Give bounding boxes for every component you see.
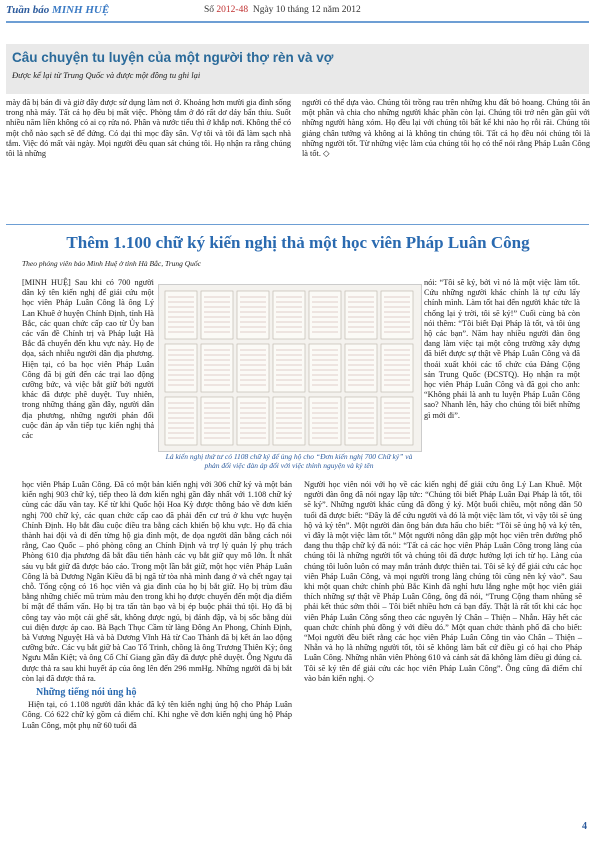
masthead-title: Tuần báo MINH HUỆ (6, 4, 110, 16)
story1-title: Câu chuyện tu luyện của một người thợ rèn và vợ (12, 50, 334, 65)
issue-number: 2012-48 (216, 5, 249, 15)
story1-column-right: người có thể dựa vào. Chúng tôi trồng rau trên những khu đất bỏ hoang. Chúng tôi ăn một phần và chia cho những người khác phần còn lại. Chúng tôi trở nên gần gũi với những người hàng xóm. Họ đều lại với chúng tôi bất kể khi nào họ rỗi rãi. Chúng tôi giảng chân tướng và không ai là không tin chúng tôi. Tất cả họ đều nói chúng tôi là những người tốt. Từ những việc làm của chúng tôi họ có thể nói rằng Pháp Luân Công là tốt. ◇ (302, 98, 590, 159)
story2-subtitle: Theo phóng viên báo Minh Huệ ở tỉnh Hà Bắc, Trung Quốc (22, 259, 201, 268)
story1-subtitle: Được kể lại từ Trung Quốc và được một đồng tu ghi lại (12, 70, 201, 80)
story2-col2-top: nói: “Tôi sẽ ký, bởi vì nó là một việc làm tốt. Cứu những người khác chính là tự cứu lấy chính mình. Làm tốt hai đến người khác tức là chống lại ý trời, tôi sẽ ký!” Cuối cùng bà còn nói thêm: “Tôi biết Đại Pháp là tốt, và tôi ủng hộ các bạn”. Năm hay nhiều người đàn ông đang làm việc tại một công trường xây dựng đã biết được sự thật về Pháp Luân Công và đã thoái xuất khỏi các tổ chức của Đảng Cộng sản Trung Quốc (ĐCSTQ). Họ nhận ra một học viên Pháp Luân Công và đã gọi cho anh: “Không phải là anh tu luyện Pháp Luân Công sao? Nhanh lên, hãy cho chúng tôi biết những gì mới đi”. (424, 278, 580, 420)
page-number: 4 (582, 821, 587, 832)
story1-column-left: mày đã bị bán đi và giờ đây được sử dụng làm nơi ở. Khoảng hơn mười gia đình sống trong nhà máy. Tất cả họ đều bị mất việc. Phòng tắm ở đó rất dơ dáy bẩn thỉu. Suốt nhiều năm liền không có ai cọ rửa nó. Phân và nước tiểu thì ở khắp nơi. Không thể có một chỗ nào sạch sẽ để đứng. Có dại thì mọc đầy sân. Vợ tôi và tôi đã làm sạch nhà tắm. Việc đó mất vài ngày. Mọi người đều quan sát chúng tôi. Họ nhận ra rằng chúng tôi là những (6, 98, 291, 159)
story2-col1-top: [MINH HUỆ] Sau khi có 700 người dân ký tên kiến nghị để giải cứu một học viên Pháp Luân Công là ông Lý Lan Khuê ở huyện Chính Định, tỉnh Hà Bắc, các quan chức cấp cao từ Ủy ban các vấn đề Chính trị và Pháp luật Hà Bắc đã chuyển đến khu vực này. Họ đe dọa, sách nhiễu người dân địa phương. Hiện tại, có ba học viên Pháp Luân Công đã bị gửi đến các trại lao động cưỡng bức, và việc bắt giữ bởi người khác đã được phê duyệt. Tuy nhiên, trong những tháng gần đây, người dân địa phương, những người phản đối cuộc đàn áp vẫn tiếp tục kiến nghị thả các (22, 278, 154, 441)
story2-column-left: học viên Pháp Luân Công. Đã có một bản kiến nghị với 306 chữ ký và một bản kiến nghị 903 chữ ký, tiếp theo là đơn kiến nghị gần đây nhất với 1.108 chữ ký cùng các dấu vân tay. Kể từ khi Quốc hội Hoa Kỳ được thông báo về đơn kiến nghị 700 chữ ký, các quan chức cấp cao đã phải đến cư trú ở khu vực huyện Chính Định. Họ bắt đầu cuộc điều tra bằng cách khiến bộ khu vực. Họ đã chia thành hai đội và đi đến từng hộ gia đình một, đe dọa người dân bằng cách nói rằng, Cao Quốc – phó phòng công an Chính Định và trợ lý quản lý phụ trách Phòng 610 địa phương đã bắt đầu tiến hành các vụ bắt giữ quy mô lớn. Ít nhất sáu vụ bắt giữ đã được báo cáo. Trong một lần bắt giữ, một học viên Pháp Luân Công là bà Dương Ngân Kiều đã bị ngã từ tòa nhà mình đang ở và chết ngay tại chỗ. Tổng cộng có 16 học viên và gia đình của họ bị bắt giữ. Họ bị trùm đầu bằng những chiếc mũ trùm màu đen trong khi họ được chuyển đến một địa điểm bí mật để thẩm vấn. Họ bị tra tấn tàn bạo và bị ép buộc phải thú tội. Họ đã bị công tay vào một cái ghế sắt, không được ngủ, bị đánh đập, và bị sốc bằng dùi cui điện được áp cao. Bà Bạch Thục Cầm từ làng Đông An Phong, Chính Định, bà Vương Nguyệt Hà và bà Dương Vĩnh Hà từ Cao Thành đã bị kết án lao động cưỡng bức. Các vụ bắt giữ bà Cao Tố Trinh, chồng là ông Trương Thiên Kỳ; ông Ngưu Mẫn Kiệt; và ông Cố Chí Giang gần đây đã được phê duyệt. Ông Ngưu đã được thả ra sau khi huyết áp của ông lên đến 296 mmHg. Những người đã bị bắt còn lại đã được thả ra. Những tiếng nói ủng hộ Hiện tại, có 1.108 người dân khác đã ký tên kiến nghị ủng hộ cho Pháp Luân Công. Có 622 chữ ký gồm cả điểm chỉ. Khi nghe về đơn kiến nghị ủng hộ Pháp Luân Công, một phụ nữ 60 tuổi đã (22, 480, 292, 730)
story2-column-right: Người học viên nói với họ về các kiến nghị để giải cứu ông Lý Lan Khuê. Một người đàn ông đã nói ngay lập tức: “Chúng tôi biết Pháp Luân Đại Pháp là tốt, tôi sẽ ký”. Những người khác cũng đã đồng ý ký. Một buổi chiều, một nông dân 50 tuổi đã được biết: “Đây là để cứu người và đó là một việc làm tốt, vì vậy tôi sẽ ủng hộ và ký tên”. Một người đàn ông bán đưa hấu cho biết: “Tôi sẽ ủng hộ và ký tên, vì đây là một việc làm tốt.” Một người nông dân gặp một học viên trên đường phố đang thu thập chữ ký đã nói: “Tất cả các học viên Pháp Luân Công trong làng của chúng tôi là những người tốt và chúng tôi đã được hưởng lợi ích từ họ. Làng của chúng tôi luôn luôn có may mắn tránh được thiên tai. Tôi sẽ ký để giải cứu các học viên Pháp Luân Công, và mọi người trong làng chúng tôi cũng nên ký vào”. Sau khi một quan chức chính phủ Bắc Kinh đã nghỉ hưu lắng nghe một học viên giải thích những sự thật về Pháp Luân Công, ông đã nói, “Trung Cộng tham nhũng sẽ phải kết thúc sớm thôi – Tôi biết nhiều hơn cả bạn đấy. Thật là rất tốt khi các học viên Pháp Luân Công sống theo các nguyên lý Chân – Thiện – Nhẫn. Hãy hết các quan chức chính phủ đồng ý với điều đó.” Một quan chức thành phố đã cho biết: “Mọi người đều biết rằng các học viên Pháp Luân Công tin vào Chân – Thiện – Nhẫn và họ là những người tốt, tôi sẽ không làm bất cứ điều gì có hại cho Pháp Luân Công. Những nhân viên Phòng 610 và cảnh sát đã không làm điều gì đúng cả. Tôi sẽ ký tên để giải cứu các học viên Pháp Luân Công”. Ông cũng đã điểm chỉ vào bản kiến nghị. ◇ (304, 480, 582, 683)
issue-date: Ngày 10 tháng 12 năm 2012 (252, 5, 361, 15)
issue-info: Số 2012-48 Ngày 10 tháng 12 năm 2012 (204, 5, 361, 15)
petition-sheets-image (159, 285, 421, 451)
petition-photo (158, 284, 422, 452)
masthead-rule (6, 21, 589, 23)
story-divider (6, 224, 589, 225)
photo-caption: Lá kiến nghị thứ tư có 1108 chữ ký để ủng hộ cho “Đơn kiến nghị 700 Chữ ký” và phản đối việc đàn áp đối với việc thỉnh nguyện và ký tên (165, 452, 413, 470)
story2-title: Thêm 1.100 chữ ký kiến nghị thả một học viên Pháp Luân Công (66, 233, 530, 252)
section-heading-support: Những tiếng nói ủng hộ (36, 687, 137, 699)
